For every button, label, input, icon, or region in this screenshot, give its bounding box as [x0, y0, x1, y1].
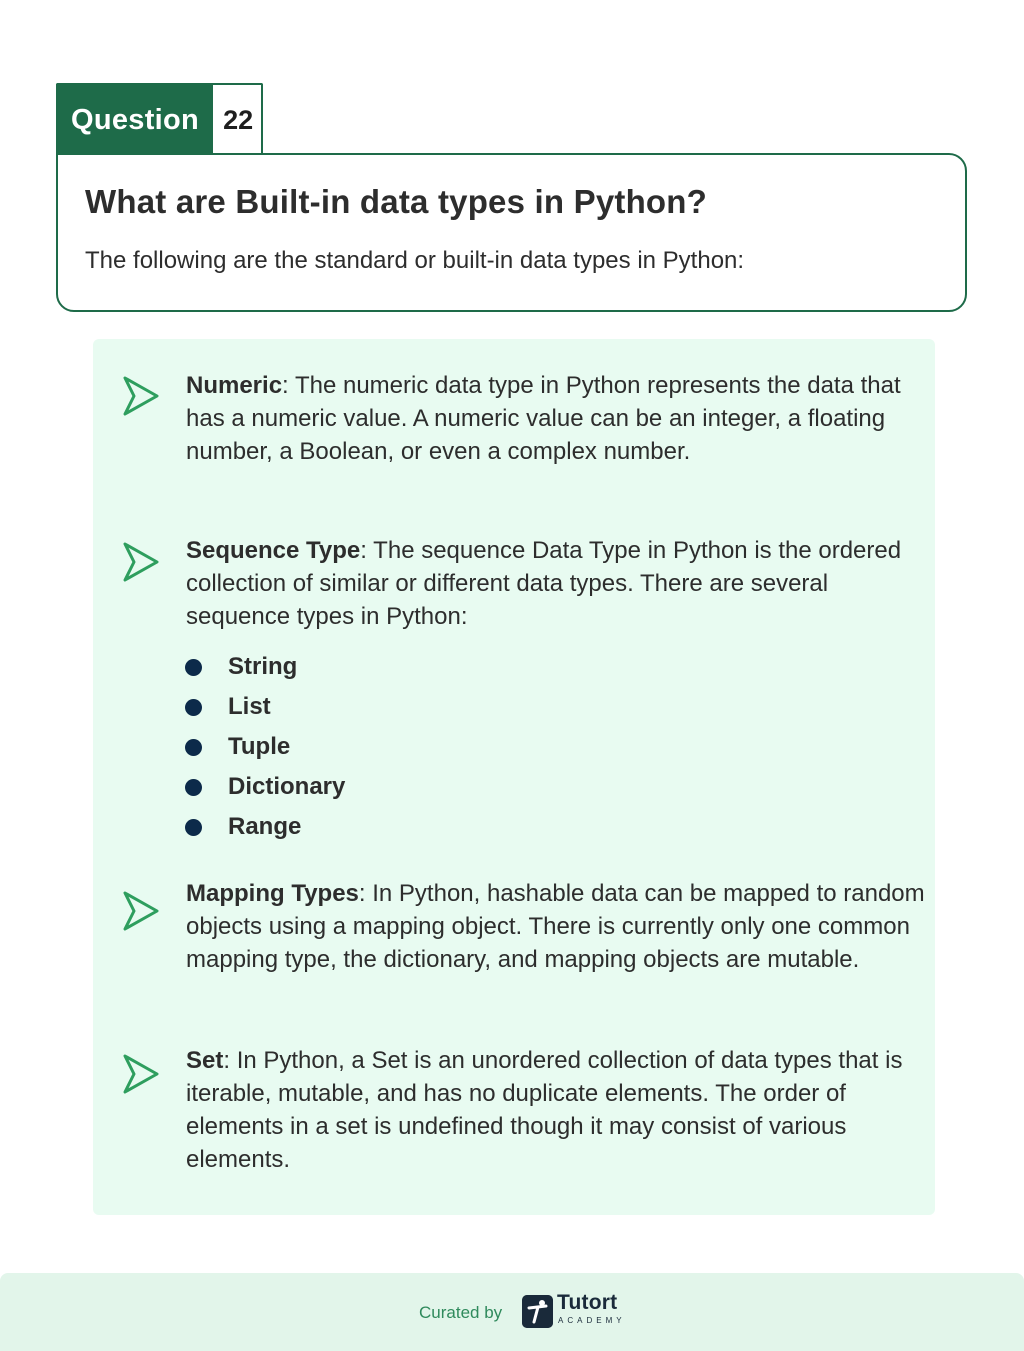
bullet-dot-icon: [185, 779, 202, 796]
question-number: 22: [223, 104, 254, 135]
item-description: : The numeric data type in Python represents the data that has a numeric value. A numeric value can be an integer, a floating number, a Boolean, or even a complex number.: [186, 372, 901, 465]
sublist-item: [185, 767, 585, 807]
sublist-item: [185, 807, 585, 847]
item-description: : In Python, a Set is an unordered collection of data types that is iterable, mutable, and has no duplicate elements. The order of elements in a set is undefined though it may consist of various elements.: [186, 1047, 903, 1173]
bullet-dot-icon: [185, 659, 202, 676]
sublist-item-label: String: [228, 653, 298, 680]
arrow-right-icon: [121, 540, 161, 584]
brand-name: Tutort: [557, 1291, 618, 1314]
footer: [0, 1273, 1024, 1351]
bullet-dot-icon: [185, 699, 202, 716]
sublist-item-label: Dictionary: [228, 773, 346, 800]
sublist-item-label: List: [228, 693, 271, 720]
item-term: Mapping Types: [186, 880, 359, 907]
sublist-item-label: Range: [228, 813, 302, 840]
question-title: What are Built-in data types in Python?: [85, 183, 708, 220]
sequence-type-sublist: [185, 647, 585, 847]
arrow-right-icon: [121, 374, 161, 418]
sublist-item-label: Tuple: [228, 733, 291, 760]
sublist-item: [185, 727, 585, 767]
item-description: : In Python, hashable data can be mapped to random objects using a mapping object. There is currently only one common mapping type, the dictionary, and mapping objects are mutable.: [186, 880, 925, 973]
item-text: [186, 369, 926, 468]
item-description: : The sequence Data Type in Python is the ordered collection of similar or different data types. There are several sequence types in Python:: [186, 537, 902, 630]
item-term: Sequence Type: [186, 537, 361, 564]
brand-subtitle: ACADEMY: [558, 1316, 626, 1325]
curated-by-text: Curated by: [419, 1303, 503, 1322]
bullet-dot-icon: [185, 739, 202, 756]
sublist-item: [185, 647, 585, 687]
question-tab: [56, 83, 263, 155]
question-card: [56, 153, 967, 312]
item-text: [186, 1044, 926, 1176]
question-label: Question: [58, 85, 213, 155]
bullet-dot-icon: [185, 819, 202, 836]
item-term: Set: [186, 1047, 224, 1074]
item-term: Numeric: [186, 372, 283, 399]
item-text: [186, 534, 926, 633]
question-intro: The following are the standard or built-in data types in Python:: [85, 247, 745, 274]
arrow-right-icon: [121, 889, 161, 933]
content-panel: [93, 339, 935, 1215]
tutort-logo-icon: [522, 1295, 553, 1328]
arrow-right-icon: [121, 1052, 161, 1096]
sublist-item: [185, 687, 585, 727]
item-text: [186, 877, 926, 976]
